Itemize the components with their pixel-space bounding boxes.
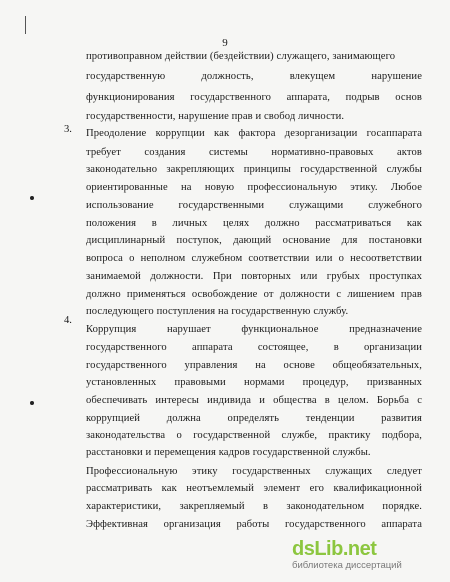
watermark-logo: dsLib.net bbox=[292, 538, 377, 560]
text-line: коррупцией должна определять тенденции развития bbox=[86, 413, 422, 424]
text-line: противоправном действии (бездействии) служащего, занимающего bbox=[86, 51, 396, 62]
text-line: ориентированные на новую профессиональную этику. Любое bbox=[86, 182, 422, 193]
text-line: Профессиональную этику государственных служащих следует bbox=[86, 466, 422, 477]
text-line: функционирования государственного аппарата, подрыв основ bbox=[86, 92, 422, 103]
page-number: 9 bbox=[222, 37, 228, 49]
text-line: установленных правовыми нормами процедур, призванных bbox=[86, 377, 422, 388]
text-line: расстановки и перемещения кадров государственной службы. bbox=[86, 447, 371, 458]
text-line: Преодоление коррупции как фактора дезорганизации госаппарата bbox=[86, 128, 422, 139]
text-line: использование государственными служащими служебного bbox=[86, 200, 422, 211]
text-line: должно применяться освобождение от должности с лишением прав bbox=[86, 289, 422, 300]
binder-hole-top bbox=[30, 196, 34, 200]
text-line: государственного управления на основе общеобязательных, bbox=[86, 360, 422, 371]
watermark bbox=[292, 534, 442, 574]
item-number-3: 3. bbox=[64, 124, 72, 135]
text-line: вопроса о неполном служебном соответствии или о несоответствии bbox=[86, 253, 422, 264]
text-line: занимаемой должности. При повторных или грубых проступках bbox=[86, 271, 422, 282]
text-line: последующего поступления на государственную службу. bbox=[86, 306, 349, 317]
text-line: законодательно закрепляющих принципы государственной службы bbox=[86, 164, 422, 175]
text-line: государственности, нарушение прав и свобод личности. bbox=[86, 111, 345, 122]
text-line: Эффективная организация работы государственного аппарата bbox=[86, 519, 422, 530]
watermark-subtitle: библиотека диссертаций bbox=[292, 560, 402, 571]
text-line: требует создания системы нормативно-правовых актов bbox=[86, 147, 422, 158]
text-line: законодательства о государственной службе, практику подбора, bbox=[86, 430, 422, 441]
text-line: обеспечивать интересы индивида и общества в целом. Борьба с bbox=[86, 395, 422, 406]
text-line: рассматривать как неотъемлемый элемент его квалификационной bbox=[86, 483, 422, 494]
binder-hole-bottom bbox=[30, 401, 34, 405]
text-line: Коррупция нарушает функциональное предназначение bbox=[86, 324, 422, 335]
text-line: положения в личных целях должно рассматриваться как bbox=[86, 218, 422, 229]
text-line: государственную должность, влекущем нарушение bbox=[86, 71, 422, 82]
text-line: дисциплинарный поступок, дающий основание для постановки bbox=[86, 235, 422, 246]
text-line: характеристики, закрепляемый в законодательном порядке. bbox=[86, 501, 422, 512]
item-number-4: 4. bbox=[64, 315, 72, 326]
text-line: государственного аппарата состоящее, в организации bbox=[86, 342, 422, 353]
scan-corner-mark bbox=[25, 16, 32, 34]
